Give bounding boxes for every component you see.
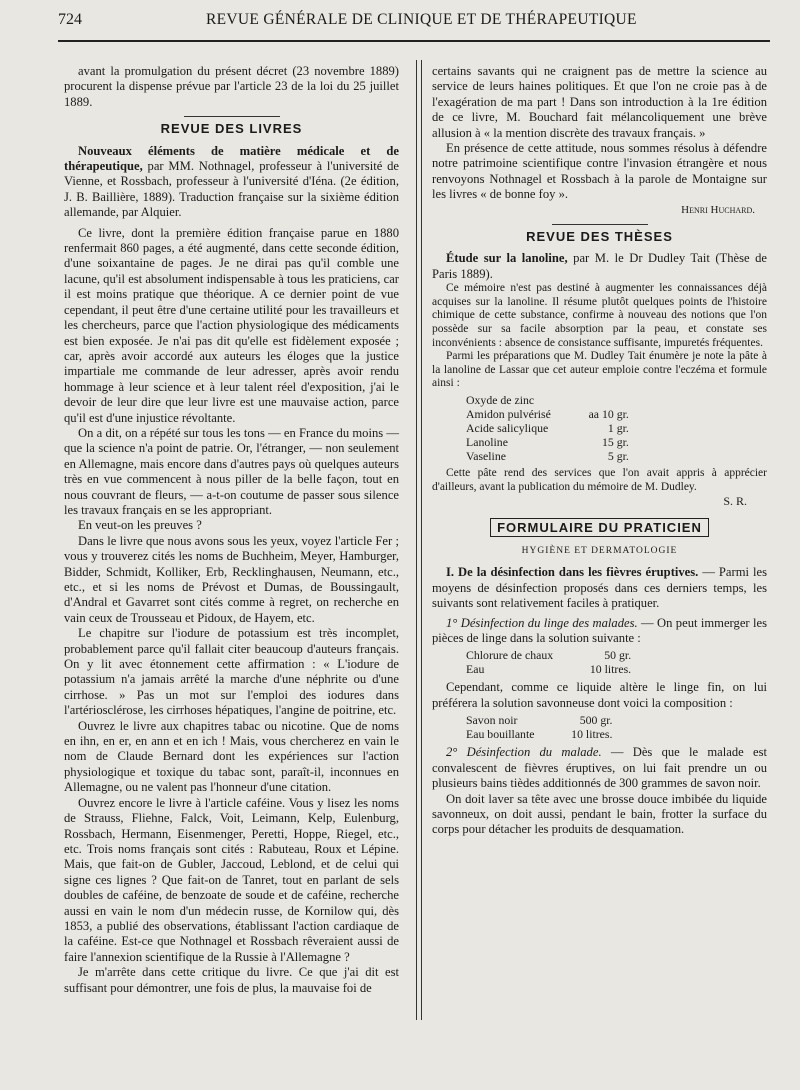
separator	[552, 224, 648, 225]
item-1-after: Cependant, comme ce liquide altère le linge fin, on lui préférera la solution savonneuse dont voici la composition :	[432, 680, 767, 710]
section-title-theses: REVUE DES THÈSES	[526, 229, 673, 245]
page-header	[58, 11, 768, 33]
quantity: 10 litres.	[571, 727, 613, 742]
ingredient: Chlorure de chaux	[466, 648, 554, 663]
recipe-row	[462, 648, 635, 662]
recipe-row	[462, 407, 633, 421]
item-2-title: 2° Désinfection du malade.	[446, 745, 602, 760]
journal-title: REVUE GÉNÉRALE DE CLINIQUE ET DE THÉRAPEUTIQUE	[206, 11, 637, 28]
review-paragraph-1: Ce livre, dont la première édition française parue en 1880 renfermait 860 pages, a été augmenté, dans cette seconde édition, d'une soixantaine de pages. Je ne dirai pas qu'il comble une lacune, qu'il est absolument indispensable à tous les praticiens, car il est moins pratique que théorique. A ce dernier point de vue cependant, il peut être d'une certaine utilité pour les travailleurs et les chercheurs, parce que l'action physiologique des médicaments est bien exposée. Je n'ai pas dit qu'elle est fidèlement exposée ; car, après avoir accordé aux auteurs les éloges que la justice impartiale me commande de leur adresser, après avoir rendu hommage à leur science et à leur talent réel d'exposition, j'ai le devoir de leur dire que leur livre est une mauvaise action, parce qu'il est d'une injustice révoltante.	[64, 225, 399, 425]
formulaire-intro	[432, 565, 767, 611]
chlorine-solution-recipe	[462, 648, 635, 676]
formulaire-subtitle: HYGIÈNE ET DERMATOLOGIE	[521, 546, 678, 557]
ingredient: Eau	[466, 662, 485, 677]
ingredient: Oxyde de zinc	[466, 393, 535, 408]
formulaire-title-block	[432, 518, 767, 537]
recipe-row	[462, 421, 633, 435]
ingredient: Savon noir	[466, 713, 518, 728]
quantity: 50 gr.	[604, 648, 632, 663]
recipe-row	[462, 662, 635, 676]
right-column	[432, 64, 767, 838]
review-paragraph-5: Le chapitre sur l'iodure de potassium est très incomplet, probablement parce qu'il fallait citer beaucoup d'auteurs français. On y lit avec étonnement cette affirmation : « L'iodure de potassium n'a jamais arrêté la marche d'une néphrite ou d'une cirrhose. » Pas un mot sur l'emploi des iodures dans l'artériosclérose, les cirrhoses hépatiques, l'angine de poitrine, etc.	[64, 626, 399, 718]
recipe-row	[462, 713, 616, 727]
review-paragraph-4: Dans le livre que nous avons sous les yeux, voyez l'article Fer ; vous y trouverez cités les noms de Buchheim, Meyer, Hamburger, Bidder, Schmidt, Kolliker, Erb, Recklinghausen, Neumann, etc., etc., et si les noms de Prévost et Dumas, de Boussingault, d'Andral et Gavarret sont cités comme à regret, on recherche en vain ceux de Trousseau et Pidoux, de Hayem, etc.	[64, 533, 399, 625]
quantity: 15 gr.	[601, 435, 629, 450]
separator	[184, 116, 280, 117]
header-rule	[58, 40, 770, 42]
signature-sr: S. R.	[723, 494, 747, 509]
ingredient: Vaseline	[466, 449, 506, 464]
thesis-closing: Cette pâte rend des services que l'on avait appris à apprécier d'ailleurs, avant la publication du mémoire de M. Dudley.	[432, 467, 767, 493]
quantity: aa 10 gr.	[588, 407, 629, 422]
recipe-row	[462, 727, 616, 741]
formulaire-intro-text: — Parmi les moyens de désinfection proposés dans ces derniers temps, les suivants sont relativement faciles à pratiquer.	[432, 565, 767, 611]
review-paragraph-7: Ouvrez encore le livre à l'article caféine. Vous y lisez les noms de Strauss, Fliehne, Falck, Voit, Leimann, Kelp, Eulenburg, Rossbach, Hermann, Eisenmenger, Peretti, Hoppe, Riegel, etc., etc. Trois noms français sont cités : Rabuteau, Roux et Lépine. Mais, que fait-on de Gubler, Jaccoud, Leblond, et de celui qui signe ces lignes ? Que fait-on de Tanret, tout en parlant de sels doubles de caféine, de benzoate de soude et de caféine, recherche aussi en vain le nom d'un médecin russe, de Kornilow qui, dès 1853, a publié des observations, établissant l'action cardiaque de la caféine. Est-ce que Nothnagel et Rossbach rêveraient aussi de faire l'annexion scientifique de la Russie à l'Allemagne ?	[64, 795, 399, 964]
signature-huchard: Henri Huchard.	[681, 203, 755, 216]
item-2-after: On doit laver sa tête avec une brosse douce imbibée du liquide savonneux, on doit aussi, pendant le bain, frotter la surface du corps pour détacher les produits de desquamation.	[432, 791, 767, 837]
decree-paragraph: avant la promulgation du présent décret (23 novembre 1889) procurent la dispense prévue par l'article 23 de la loi du 25 juillet 1889.	[64, 64, 399, 109]
column-divider	[416, 60, 417, 1020]
ingredient: Amidon pulvérisé	[466, 407, 551, 422]
review-continuation: certains savants qui ne craignent pas de mettre la science au service de leurs haines politiques. Et que l'on ne croie pas à de l'exagération de ma part ! Dans son introduction à la 1re édition de ce livre, M. Bouchard fait mélancoliquement une brève allusion à « la mention discrète des travaux français. »	[432, 64, 767, 140]
quantity	[555, 393, 633, 407]
column-divider-inner	[421, 60, 422, 1020]
thesis-paragraph-2: Parmi les préparations que M. Dudley Tait énumère je note la pâte à la lanoline de Lassar que cet auteur emploie contre l'eczéma et formule ainsi :	[432, 350, 767, 390]
quantity: 500 gr.	[579, 713, 613, 728]
quantity: 10 litres.	[589, 662, 632, 677]
quantity: 5 gr.	[607, 449, 629, 464]
review-conclusion: En présence de cette attitude, nous sommes résolus à défendre notre patrimoine scientifique contre l'invasion étrangère et nous renvoyons Nothnagel et Rossbach à la parole de Montaigne sur les livres « de bonne foy ».	[432, 141, 767, 202]
section-title-livres: REVUE DES LIVRES	[160, 121, 303, 137]
ingredient: Eau bouillante	[466, 727, 535, 742]
thesis-title: Étude sur la lanoline,	[446, 251, 568, 266]
item-1	[432, 616, 767, 647]
book-details: par MM. Nothnagel, professeur à l'université de Vienne, et Rossbach, professeur à l'université d'Iéna. (2e édition, J. B. Baillière, 1889). Traduction française sur la sixième édition allemande, par Alquier.	[64, 159, 399, 220]
left-column	[64, 64, 399, 996]
review-paragraph-3: En veut-on les preuves ?	[78, 518, 202, 533]
book-entry	[64, 144, 399, 221]
item-1-text: — On peut immerger les pièces de linge dans la solution suivante :	[432, 615, 767, 646]
review-paragraph-2: On a dit, on a répété sur tous les tons — en France du moins — que la science n'a point de patrie. Or, l'étranger, — non seulement en Allemagne, mais encore dans d'autres pays où quelques auteurs très en vue commencent à nous piller de la belle façon, tout en nous couvrant de fleurs, — a-t-on coutume de passer sous silence les travaux français en se les appropriant.	[64, 425, 399, 517]
recipe-row	[462, 435, 633, 449]
ingredient: Acide salicylique	[466, 421, 549, 436]
thesis-paragraph-1: Ce mémoire n'est pas destiné à augmenter les connaissances déjà acquises sur la lanoline. Il résume plutôt quelques points de l'histoire chimique de cette substance, confirme à nouveau des notions que l'on possède sur sa facile absorption par la peau, et constate ses inconvénients : absence de consistance suffisante, impuretés fréquentes.	[432, 282, 767, 349]
lassar-paste-recipe	[462, 393, 633, 463]
thesis-entry	[432, 251, 767, 282]
thesis-author: par M. le Dr Dudley Tait (Thèse de Paris 1889).	[432, 251, 767, 281]
page-number: 724	[58, 11, 82, 28]
review-paragraph-8: Je m'arrête dans cette critique du livre. Ce que j'ai dit est suffisant pour démontrer, une fois de plus, la mauvaise foi de	[64, 965, 399, 995]
recipe-row	[462, 393, 633, 407]
ingredient: Lanoline	[466, 435, 508, 450]
book-title: Nouveaux éléments de matière médicale et de thérapeutique,	[64, 143, 399, 174]
formulaire-heading: I. De la désinfection dans les fièvres éruptives.	[446, 565, 699, 580]
soap-solution-recipe	[462, 713, 616, 741]
review-paragraph-6: Ouvrez le livre aux chapitres tabac ou nicotine. Que de noms en ihn, en er, en ann et en ich ! Mais, vous chercherez en vain le nom de Claude Bernard dont les expériences sur l'action physiologique et toxique du tabac sont, paraît-il, inconnues en Allemagne, ou ne valent pas l'honneur d'une citation.	[64, 718, 399, 795]
item-2	[432, 745, 767, 791]
item-1-title: 1° Désinfection du linge des malades.	[446, 615, 638, 630]
quantity: 1 gr.	[607, 421, 629, 436]
item-2-text: — Dès que le malade est convalescent de fièvres éruptives, on lui fait prendre un ou plusieurs bains tièdes additionnés de 300 grammes de savon noir.	[432, 745, 767, 791]
recipe-row	[462, 449, 633, 463]
formulaire-title: FORMULAIRE DU PRATICIEN	[490, 518, 709, 537]
